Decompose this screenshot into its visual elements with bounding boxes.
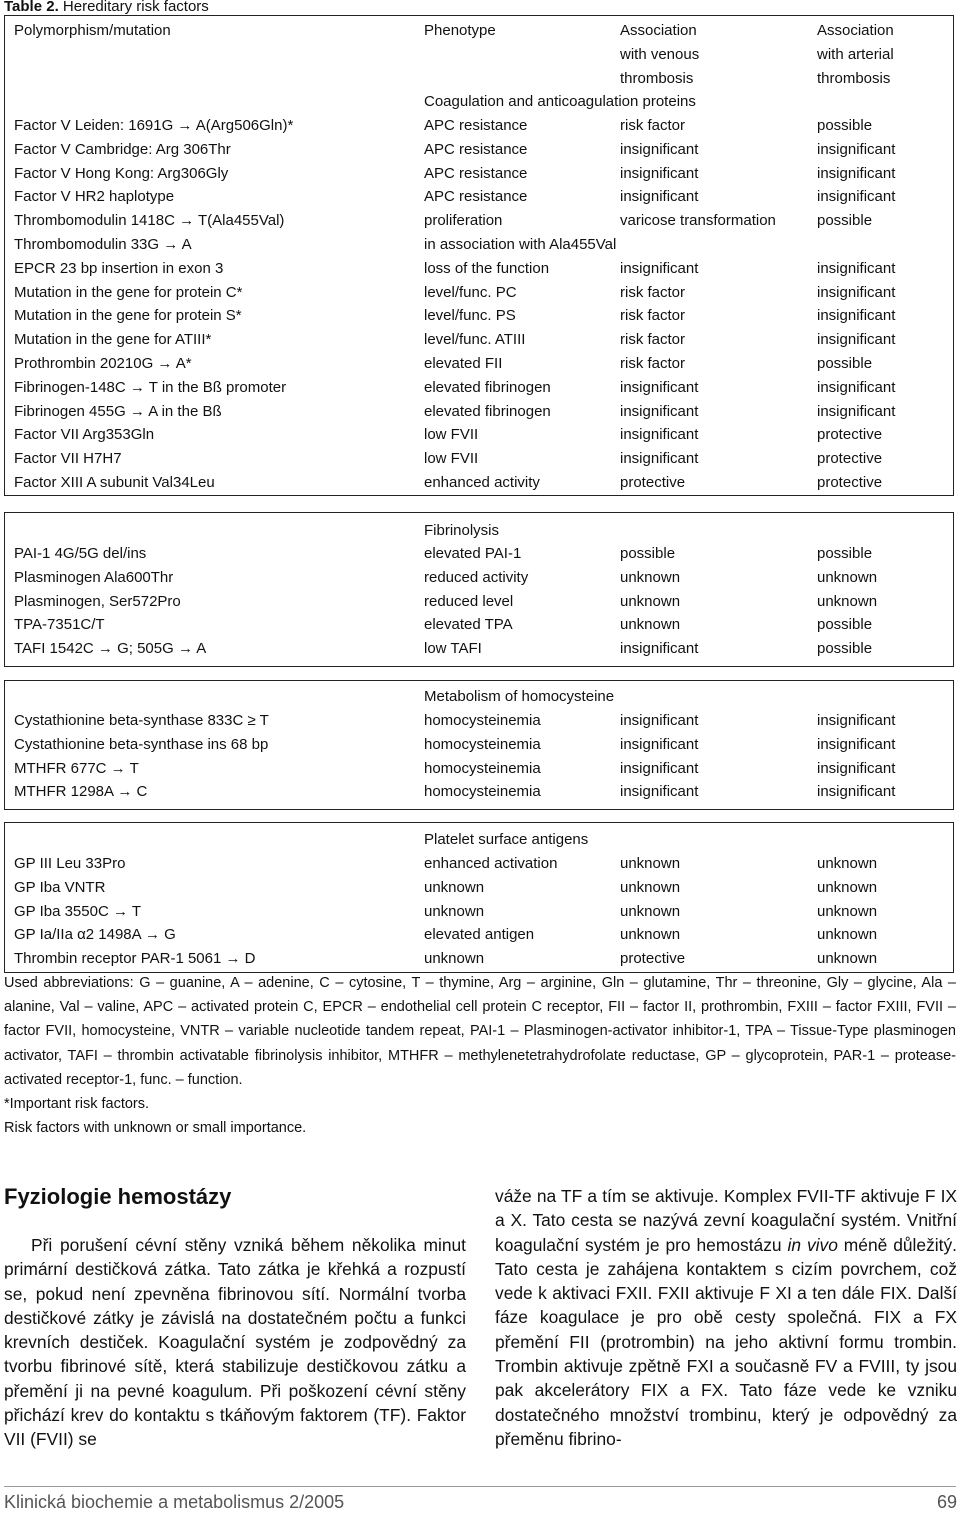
cell-venous: unknown: [620, 855, 681, 872]
cell-venous: insignificant: [620, 402, 699, 420]
cell-mutation: EPCR 23 bp insertion in exon 3: [14, 259, 224, 277]
cell-venous: possible: [620, 545, 676, 562]
cell-venous: insignificant: [620, 188, 699, 206]
footer-rule: [4, 1486, 956, 1487]
table-row: [5, 376, 953, 400]
cell-arterial: insignificant: [817, 259, 896, 277]
table-row: [5, 257, 953, 281]
cell-phenotype: proliferation: [424, 212, 503, 230]
cell-venous: risk factor: [620, 117, 686, 134]
cell-venous: insignificant: [620, 164, 699, 182]
cell-arterial: insignificant: [817, 188, 896, 206]
table-row: [5, 328, 953, 352]
cell-venous: insignificant: [620, 712, 699, 729]
cell-mutation: Factor V HR2 haplotype: [14, 188, 175, 206]
header-arterial-1: Association: [817, 22, 894, 39]
table-row: [5, 162, 953, 186]
cell-mutation: Thrombin receptor PAR-1 5061 → D: [14, 950, 256, 968]
cell-phenotype: level/func. PS: [424, 307, 516, 325]
cell-venous: protective: [620, 474, 686, 491]
cell-venous: risk factor: [620, 355, 686, 372]
table-row: [5, 138, 953, 162]
cell-mutation: Factor VII H7H7: [14, 450, 122, 468]
cell-arterial: possible: [817, 355, 873, 372]
cell-phenotype: low TAFI: [424, 640, 482, 658]
cell-phenotype: APC resistance: [424, 164, 528, 182]
table-row: [5, 447, 953, 471]
cell-arterial: insignificant: [817, 307, 896, 325]
table-row: [5, 233, 953, 257]
cell-arterial: unknown: [817, 902, 878, 920]
cell-venous: insignificant: [620, 140, 699, 158]
table-row: [5, 471, 953, 495]
footer-page-number: 69: [936, 1492, 957, 1512]
cell-mutation: Fibrinogen 455G → A in the Bß: [14, 402, 222, 420]
cell-mutation: Fibrinogen-148C → T in the Bß promoter: [14, 378, 287, 396]
cell-arterial: insignificant: [817, 783, 896, 801]
cell-arterial: unknown: [817, 592, 878, 610]
cell-phenotype: in association with Ala455Val: [424, 236, 617, 253]
cell-phenotype: low FVII: [424, 426, 479, 444]
table-box-fibrinolysis: [4, 512, 954, 667]
cell-phenotype: homocysteinemia: [424, 712, 541, 729]
cell-arterial: insignificant: [817, 378, 896, 396]
cell-phenotype: reduced activity: [424, 568, 529, 586]
section-title-homocysteine: Metabolism of homocysteine: [424, 688, 615, 705]
right-text-italic: in vivo: [787, 1234, 838, 1255]
cell-phenotype: elevated FII: [424, 355, 503, 372]
cell-mutation: Factor V Hong Kong: Arg306Gly: [14, 164, 229, 182]
table-row: [5, 852, 953, 876]
abbreviations-note: Used abbreviations: G – guanine, A – adenine, C – cytosine, T – thymine, Arg – arginine, Gln – glutamine, Thr – threonine, Gly – glycine, Ala – alanine, Val – valine, APC – activated protein C, EPCR – endothelial cell protein C receptor, FII – factor II, prothrombin, FXIII – factor FXIII, FVII – factor FVII, homocysteine, VNTR – variable nucleotide tandem repeat, PAI-1 – Plasminogen-activator inhibitor-1, TPA – Tissue-Type plasminogen activator, TAFI – thrombin activatable fibrinolysis inhibitor, MTHFR – methylenetetrahydrofolate reductase, GP – glycoprotein, PAR-1 – protease-activated receptor-1, func. – function.: [4, 975, 956, 1088]
table-row: [5, 304, 953, 328]
section-title-fibrinolysis: Fibrinolysis: [424, 522, 500, 539]
right-text-b: méně důležitý. Tato cesta je zahájena kontaktem s cizím povrchem, což vede k aktivaci FXII. FXII aktivuje F XI a ten dále FIX. Další fáze koagulace je pro obě cesty společná. FIX a FX přemění FII (protrombin) na jeho aktivní formu trombin. Trombin aktivuje zpětně FXI a současně FV a FVIII, ty jsou pak akcelerátory FIX a FX. Tato fáze vede ke vzniku dostatečného množství trombinu, který je odpovědný za přeměnu fibrino-: [495, 1234, 957, 1449]
cell-arterial: insignificant: [817, 331, 896, 349]
cell-arterial: insignificant: [817, 164, 896, 182]
table-row: [5, 423, 953, 447]
header-polymorphism: Polymorphism/mutation: [14, 22, 171, 39]
cell-phenotype: elevated fibrinogen: [424, 378, 551, 396]
cell-venous: protective: [620, 950, 686, 968]
table-row: [5, 709, 953, 733]
important-note: *Important risk factors.: [4, 1096, 150, 1113]
cell-mutation: GP III Leu 33Pro: [14, 855, 126, 872]
table-row: [5, 900, 953, 924]
cell-mutation: Plasminogen Ala600Thr: [14, 568, 174, 586]
table-row: [5, 637, 953, 661]
cell-arterial: possible: [817, 640, 873, 658]
cell-phenotype: elevated antigen: [424, 926, 535, 944]
cell-mutation: Cystathionine beta-synthase 833C ≥ T: [14, 712, 269, 729]
cell-venous: insignificant: [620, 735, 699, 753]
cell-phenotype: APC resistance: [424, 117, 528, 134]
cell-venous: insignificant: [620, 783, 699, 801]
header-phenotype: Phenotype: [424, 22, 496, 39]
cell-phenotype: level/func. ATIII: [424, 331, 526, 349]
table-caption-label: Table 2.: [4, 0, 59, 15]
cell-venous: insignificant: [620, 378, 699, 396]
header-venous-2: with venous: [620, 46, 700, 63]
cell-phenotype: homocysteinemia: [424, 783, 541, 801]
header-venous-1: Association: [620, 22, 697, 39]
cell-venous: risk factor: [620, 331, 686, 349]
table-row: [5, 876, 953, 900]
table-box-homocysteine: [4, 680, 954, 810]
table-notes: [4, 971, 956, 1140]
cell-venous: unknown: [620, 568, 681, 586]
cell-mutation: Factor V Leiden: 1691G → A(Arg506Gln)*: [14, 117, 294, 134]
cell-venous: varicose transformation: [620, 212, 776, 230]
footer-journal: Klinická biochemie a metabolismus 2/2005: [4, 1492, 345, 1512]
cell-venous: unknown: [620, 926, 681, 944]
cell-phenotype: enhanced activity: [424, 474, 540, 491]
cell-mutation: Thrombomodulin 1418C → T(Ala455Val): [14, 212, 285, 230]
table-row: [5, 542, 953, 566]
table-row: [5, 757, 953, 781]
cell-venous: risk factor: [620, 307, 686, 325]
table-row: [5, 566, 953, 590]
cell-arterial: insignificant: [817, 712, 896, 729]
cell-arterial: insignificant: [817, 402, 896, 420]
section-title-coagulation: Coagulation and anticoagulation proteins: [424, 93, 696, 110]
cell-venous: unknown: [620, 592, 681, 610]
cell-arterial: insignificant: [817, 735, 896, 753]
table-row: [5, 733, 953, 757]
cell-mutation: TPA-7351C/T: [14, 616, 105, 634]
table-box-coagulation: [4, 15, 954, 496]
cell-arterial: possible: [817, 545, 873, 562]
cell-mutation: MTHFR 1298A → C: [14, 783, 148, 801]
cell-phenotype: homocysteinemia: [424, 735, 541, 753]
cell-mutation: GP Ia/IIa α2 1498A → G: [14, 926, 176, 944]
cell-venous: insignificant: [620, 450, 699, 468]
table-row: [5, 400, 953, 424]
cell-phenotype: level/func. PC: [424, 283, 517, 301]
cell-phenotype: enhanced activation: [424, 855, 558, 872]
cell-arterial: insignificant: [817, 283, 896, 301]
cell-venous: risk factor: [620, 283, 686, 301]
table-caption-title: Hereditary risk factors: [62, 0, 209, 15]
cell-mutation: Cystathionine beta-synthase ins 68 bp: [14, 735, 269, 753]
right-text-a: váže na TF a tím se aktivuje. Komplex FVII-TF aktivuje F IX a X. Tato cesta se nazývá zevní koagulační systém. Vnitřní koagulační systém je pro hemostázu: [495, 1186, 957, 1255]
article-heading: Fyziologie hemostázy: [4, 1184, 232, 1209]
table-row: [5, 114, 953, 138]
table-row: [5, 590, 953, 614]
cell-mutation: TAFI 1542C → G; 505G → A: [14, 640, 207, 658]
cell-mutation: PAI-1 4G/5G del/ins: [14, 545, 147, 562]
cell-venous: unknown: [620, 878, 681, 896]
cell-phenotype: elevated fibrinogen: [424, 402, 551, 420]
section-title-platelet: Platelet surface antigens: [424, 831, 589, 848]
cell-venous: unknown: [620, 902, 681, 920]
cell-mutation: GP Iba 3550C → T: [14, 902, 142, 920]
cell-mutation: Prothrombin 20210G → A*: [14, 355, 192, 372]
cell-phenotype: APC resistance: [424, 188, 528, 206]
cell-arterial: insignificant: [817, 759, 896, 777]
cell-phenotype: elevated PAI-1: [424, 545, 522, 562]
table-row: [5, 185, 953, 209]
cell-mutation: Thrombomodulin 33G → A: [14, 236, 192, 253]
table-row: [5, 352, 953, 376]
cell-mutation: GP Iba VNTR: [14, 878, 106, 896]
cell-mutation: Mutation in the gene for protein S*: [14, 307, 242, 325]
cell-venous: insignificant: [620, 259, 699, 277]
cell-venous: insignificant: [620, 426, 699, 444]
cell-phenotype: unknown: [424, 950, 485, 968]
table-row: [5, 281, 953, 305]
cell-mutation: Plasminogen, Ser572Pro: [14, 592, 181, 610]
table-row: [5, 613, 953, 637]
cell-phenotype: unknown: [424, 878, 485, 896]
cell-mutation: MTHFR 677C → T: [14, 759, 139, 777]
header-arterial-2: with arterial: [817, 46, 894, 63]
cell-arterial: unknown: [817, 950, 878, 968]
cell-arterial: unknown: [817, 926, 878, 944]
cell-arterial: unknown: [817, 878, 878, 896]
cell-phenotype: loss of the function: [424, 259, 550, 277]
cell-mutation: Mutation in the gene for protein C*: [14, 283, 243, 301]
cell-mutation: Factor XIII A subunit Val34Leu: [14, 474, 215, 491]
cell-venous: insignificant: [620, 640, 699, 658]
table-row: [5, 947, 953, 971]
unknown-note: Risk factors with unknown or small importance.: [4, 1120, 307, 1137]
cell-phenotype: low FVII: [424, 450, 479, 468]
cell-arterial: possible: [817, 117, 873, 134]
header-arterial-3: thrombosis: [817, 70, 891, 87]
cell-mutation: Factor V Cambridge: Arg 306Thr: [14, 140, 231, 158]
cell-arterial: protective: [817, 426, 883, 444]
cell-venous: insignificant: [620, 759, 699, 777]
table-box-platelet: [4, 822, 954, 973]
cell-mutation: Mutation in the gene for ATIII*: [14, 331, 212, 349]
cell-phenotype: homocysteinemia: [424, 759, 541, 777]
cell-arterial: protective: [817, 450, 883, 468]
article-right-column: [495, 1184, 957, 1451]
cell-phenotype: unknown: [424, 902, 485, 920]
cell-arterial: unknown: [817, 855, 878, 872]
cell-venous: unknown: [620, 616, 681, 634]
cell-arterial: insignificant: [817, 140, 896, 158]
cell-arterial: possible: [817, 616, 873, 634]
cell-phenotype: APC resistance: [424, 140, 528, 158]
cell-arterial: protective: [817, 474, 883, 491]
cell-arterial: possible: [817, 212, 873, 230]
cell-phenotype: elevated TPA: [424, 616, 513, 634]
article-left-column: Při porušení cévní stěny vzniká během několika minut primární destičková zátka. Tato zátka je křehká a rozpustí se, pokud není zpevněna fibrinovou sítí. Normální tvorba destičkové zátky je závislá na dostatečném počtu a funkci krevních destiček. Koagulační systém je zodpovědný za tvorbu fibrinové sítě, která stabilizuje destičkovou zátku a přemění ji na pevné koagulum. Při poškození cévní stěny přichází krev do kontaktu s tkáňovým faktorem (TF). Faktor VII (FVII) se: [4, 1235, 466, 1450]
header-venous-3: thrombosis: [620, 70, 694, 87]
cell-mutation: Factor VII Arg353Gln: [14, 426, 155, 444]
table-row: [5, 780, 953, 804]
cell-phenotype: reduced level: [424, 592, 514, 610]
table-row: [5, 923, 953, 947]
cell-arterial: unknown: [817, 568, 878, 586]
table-row: [5, 209, 953, 233]
